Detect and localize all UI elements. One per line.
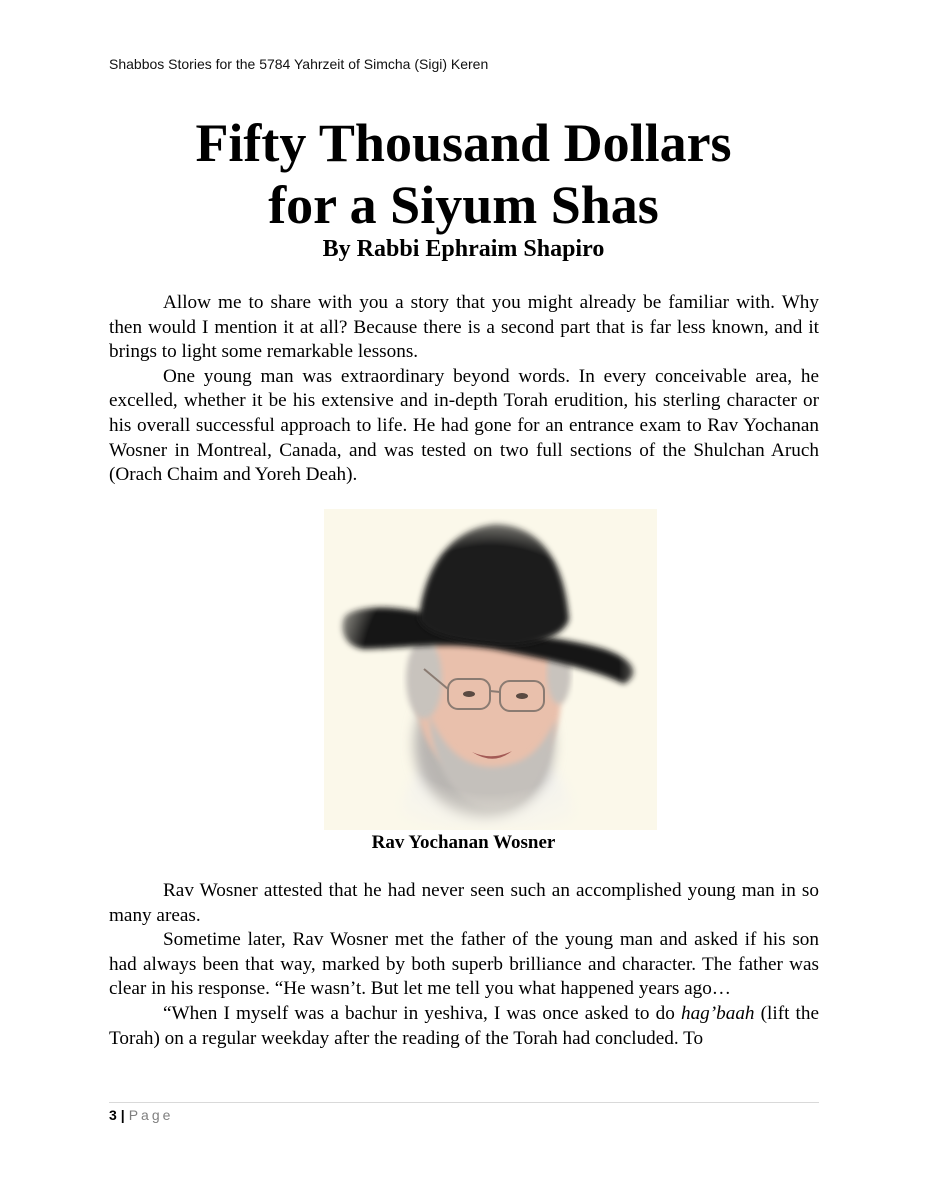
footer-divider xyxy=(109,1102,819,1103)
paragraph: Rav Wosner attested that he had never seen such an accomplished young man in so many areas. xyxy=(109,880,819,926)
photo-caption: Rav Yochanan Wosner xyxy=(371,832,556,853)
italic-term: hag’baah xyxy=(680,1002,755,1024)
portrait-illustration xyxy=(324,509,657,830)
text-run: (lift the Torah) on a regular weekday after the reading of the Torah had concluded. To xyxy=(109,1002,819,1049)
title-line-1: Fifty Thousand Dollars xyxy=(195,113,732,173)
paragraph xyxy=(109,1002,819,1051)
page-label: Page xyxy=(128,1107,174,1123)
paragraph: Allow me to share with you a story that you might already be familiar with. Why then would I mention it at all? Because there is a second part that is far less known, and it brings to light some remarkable lessons. xyxy=(109,292,819,363)
paragraph: One young man was extraordinary beyond words. In every conceivable area, he excelled, whether it be his extensive and in-depth Torah erudition, his sterling character or his overall successful approach to life. He had gone for an entrance exam to Rav Yochanan Wosner in Montreal, Canada, and was tested on two full sections of the Shulchan Aruch (Orach Chaim and Yoreh Deah). xyxy=(109,365,819,486)
footer-separator: | xyxy=(120,1107,125,1123)
text-run: “When I myself was a bachur in yeshiva, I was once asked to do xyxy=(163,1002,681,1024)
running-header: Shabbos Stories for the 5784 Yahrzeit of Simcha (Sigi) Keren xyxy=(109,56,489,72)
title-line-2: for a Siyum Shas xyxy=(268,175,659,235)
portrait-photo xyxy=(324,509,657,830)
page-number: 3 xyxy=(109,1107,117,1123)
body-text-bottom xyxy=(109,879,819,1051)
article-title xyxy=(0,112,927,236)
page-footer xyxy=(109,1107,173,1123)
byline: By Rabbi Ephraim Shapiro xyxy=(322,236,605,262)
body-text-top xyxy=(109,291,819,488)
paragraph: Sometime later, Rav Wosner met the father of the young man and asked if his son had always been that way, marked by both superb brilliance and character. The father was clear in his response. “He wasn’t. But let me tell you what happened years ago… xyxy=(109,929,819,1000)
